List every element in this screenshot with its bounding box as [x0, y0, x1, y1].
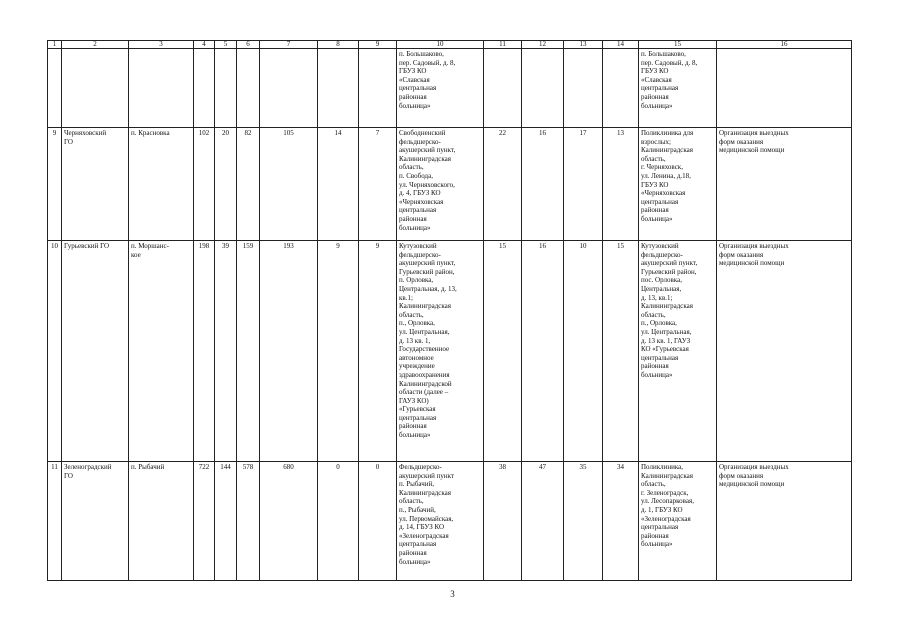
- table-cell-col-7: 680: [260, 462, 318, 581]
- table-cell-col-15: п. Большаково, пер. Садовый, д. 8, ГБУЗ КО «Славская центральная районная больница»: [639, 49, 717, 128]
- table-cell-col-12: 47: [522, 462, 564, 581]
- column-number-cell: 15: [639, 41, 717, 49]
- table-cell-col-6: 159: [237, 241, 260, 462]
- table-cell-col-4: 722: [194, 462, 215, 581]
- table-cell-col-9: 0: [359, 462, 397, 581]
- table-cell-col-13: 35: [564, 462, 603, 581]
- table-cell-col-15: Поликлиника, Калининградская область, г. Зеленоградск, ул. Лесопарковая, д. 1, ГБУЗ КО «Зеленоградская центральная районная больница»: [639, 462, 717, 581]
- table-cell-col-4: 198: [194, 241, 215, 462]
- table-cell-col-4: [194, 49, 215, 128]
- table-cell-col-3: [129, 49, 194, 128]
- table-cell-col-5: 39: [215, 241, 237, 462]
- table-cell-col-5: 144: [215, 462, 237, 581]
- table-cell-col-8: 0: [318, 462, 359, 581]
- table-cell-col-2: [62, 49, 129, 128]
- table-cell-col-6: [237, 49, 260, 128]
- column-number-row: [48, 41, 852, 49]
- column-number-cell: 13: [564, 41, 603, 49]
- table-cell-col-4: 102: [194, 128, 215, 241]
- table-cell-col-11: 15: [484, 241, 522, 462]
- table-cell-col-2: Гурьевский ГО: [62, 241, 129, 462]
- table-row: [48, 462, 852, 581]
- column-number-cell: 11: [484, 41, 522, 49]
- table-cell-col-5: 20: [215, 128, 237, 241]
- column-number-cell: 9: [359, 41, 397, 49]
- column-number-cell: 12: [522, 41, 564, 49]
- table-cell-col-9: 9: [359, 241, 397, 462]
- table-cell-col-10: Кутузовский фельдшерско- акушерский пункт, Гурьевский район, п. Орловка, Центральная, д. 13, кв.1; Калининградская область, п., Орловка, ул. Центральная, д. 13 кв. 1, Государственное автономное учреждение здравоохранения Калининградской области (далее – ГАУЗ КО) «Гурьевская центральная районная больница»: [397, 241, 484, 462]
- table-cell-col-14: 13: [603, 128, 639, 241]
- table-cell-col-14: 15: [603, 241, 639, 462]
- table-cell-col-8: [318, 49, 359, 128]
- table-cell-col-10: п. Большаково, пер. Садовый, д. 8, ГБУЗ КО «Славская центральная районная больница»: [397, 49, 484, 128]
- table-cell-col-14: [603, 49, 639, 128]
- table-cell-col-13: 10: [564, 241, 603, 462]
- table-cell-col-13: 17: [564, 128, 603, 241]
- column-number-cell: 3: [129, 41, 194, 49]
- table-cell-col-15: Кутузовский фельдшерско- акушерский пункт, Гурьевский район, пос. Орловка, Центральная, д. 13, кв.1; Калининградская область, п., Орловка, ул. Центральная, д. 13 кв. 1, ГАУЗ КО «Гурьевская центральная районная больница»: [639, 241, 717, 462]
- table-cell-col-1: 9: [48, 128, 62, 241]
- table-cell-col-7: 105: [260, 128, 318, 241]
- table-cell-col-6: 82: [237, 128, 260, 241]
- table-cell-col-16: Организация выездных форм оказания медицинской помощи: [717, 462, 852, 581]
- table-row: [48, 128, 852, 241]
- table-cell-col-10: Фельдшерско- акушерский пункт п. Рыбачий, Калининградская область, п., Рыбачий, ул. Первомайская, д. 14, ГБУЗ КО «Зеленоградская центральная районная больница»: [397, 462, 484, 581]
- table-cell-col-12: [522, 49, 564, 128]
- column-number-cell: 1: [48, 41, 62, 49]
- column-number-cell: 10: [397, 41, 484, 49]
- table-cell-col-9: 7: [359, 128, 397, 241]
- column-number-cell: 2: [62, 41, 129, 49]
- table-cell-col-2: Зеленоградский ГО: [62, 462, 129, 581]
- table-cell-col-1: 10: [48, 241, 62, 462]
- table-cell-col-1: [48, 49, 62, 128]
- table-cell-col-14: 34: [603, 462, 639, 581]
- column-number-cell: 14: [603, 41, 639, 49]
- table-cell-col-5: [215, 49, 237, 128]
- table-cell-col-16: Организация выездных форм оказания медицинской помощи: [717, 128, 852, 241]
- table-cell-col-12: 16: [522, 128, 564, 241]
- table-cell-col-11: 22: [484, 128, 522, 241]
- column-number-cell: 4: [194, 41, 215, 49]
- table-cell-col-10: Свободненский фельдшерско- акушерский пункт, Калининградская область, п. Свобода, ул. Черняховского, д. 4, ГБУЗ КО «Черняховская центральная районная больница»: [397, 128, 484, 241]
- table-cell-col-2: Черняховский ГО: [62, 128, 129, 241]
- settlements-table: [47, 40, 852, 581]
- table-cell-col-13: [564, 49, 603, 128]
- page-number: 3: [450, 589, 455, 599]
- table-cell-col-8: 9: [318, 241, 359, 462]
- table-cell-col-3: п. Моршанс- кое: [129, 241, 194, 462]
- table-cell-col-3: п. Красновка: [129, 128, 194, 241]
- table-cell-col-15: Поликлиника для взрослых; Калининградская область, г. Черняховск, ул. Ленина, д.18, ГБУЗ КО «Черняховская центральная районная больница»: [639, 128, 717, 241]
- column-number-cell: 16: [717, 41, 852, 49]
- table-cell-col-6: 578: [237, 462, 260, 581]
- column-number-cell: 8: [318, 41, 359, 49]
- table-cell-col-11: 38: [484, 462, 522, 581]
- table-cell-col-1: 11: [48, 462, 62, 581]
- table-row: [48, 49, 852, 128]
- table-cell-col-12: 16: [522, 241, 564, 462]
- table-cell-col-11: [484, 49, 522, 128]
- table-cell-col-7: 193: [260, 241, 318, 462]
- table-cell-col-8: 14: [318, 128, 359, 241]
- table-cell-col-16: [717, 49, 852, 128]
- column-number-cell: 5: [215, 41, 237, 49]
- table-row: [48, 241, 852, 462]
- table-cell-col-3: п. Рыбачий: [129, 462, 194, 581]
- table-cell-col-9: [359, 49, 397, 128]
- table-cell-col-16: Организация выездных форм оказания медицинской помощи: [717, 241, 852, 462]
- column-number-cell: 7: [260, 41, 318, 49]
- table-body: [48, 41, 852, 581]
- column-number-cell: 6: [237, 41, 260, 49]
- table-cell-col-7: [260, 49, 318, 128]
